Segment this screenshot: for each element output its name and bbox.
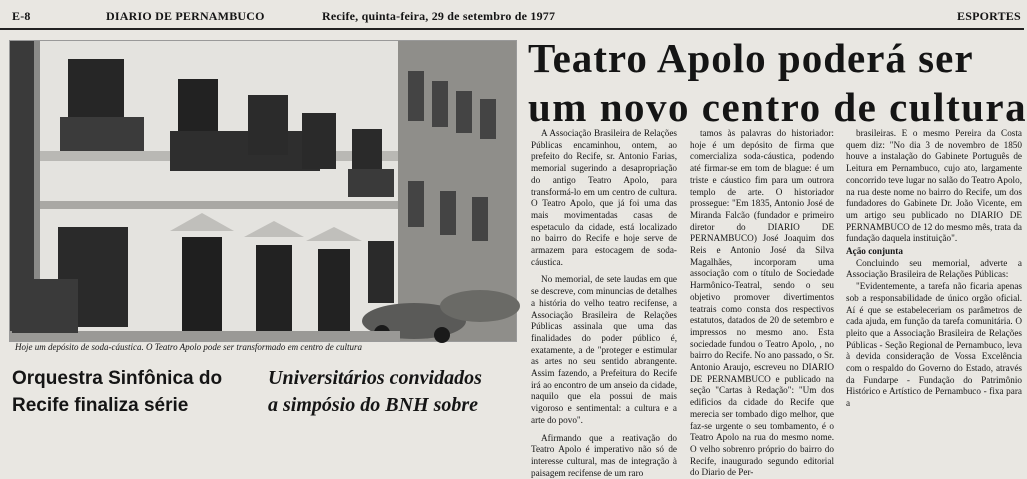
orchestra-headline-line-2: Recife finaliza série: [12, 395, 189, 416]
article-paragraph: A Associação Brasileira de Relações Públicas encaminhou, ontem, ao prefeito do Recife, sr. Antonio Farias, memorial sugerindo a desapropriação do antigo Teatro Apolo, para transformá-lo em um centro de cultura. O Teatro Apolo, que já foi uma das mais movimentadas casas de espetaculo da cidade, está localizado no bairro do Recife e hoje serve de armazem para estocagem de soda-cáustica.: [531, 128, 677, 267]
article-paragraph: Afirmando que a reativação do Teatro Apolo é imperativo não só de interesse cultural, mas de integração à paisagem recifense de um raro: [531, 432, 677, 478]
teatro-apolo-photo: [9, 40, 517, 342]
building-photo-image: [10, 41, 516, 341]
article-paragraph: "Evidentemente, a tarefa não ficaria apenas sob a responsabilidade de único orgão oficial. Aí é que se estabeleceriam os parâmetros de cada ajuda, em função da tarefa comunitária. O pleito que a Associação Brasileira de Relações Públicas - Seção Regional de Pernambuco, leva à devida consideração de Vossa Excelência com o respaldo do Governo do Estado, através da Fundarpe - Fundação do Patrimônio Histórico e Artístico de Pernambuco - fixa para a: [846, 281, 1022, 409]
section-name: ESPORTES: [957, 9, 1021, 23]
newspaper-name: DIARIO DE PERNAMBUCO: [106, 9, 265, 23]
article-column-3: [846, 128, 1022, 420]
headline-line-1: Teatro Apolo poderá ser: [528, 35, 974, 81]
page-header: [0, 0, 1024, 30]
main-headline: [528, 34, 1027, 132]
article-column-1: [531, 128, 677, 478]
article-paragraph: brasileiras. E o mesmo Pereira da Costa quem diz: "No dia 3 de novembro de 1850 houve a instalação do Gabinete Português de Leitura em Pernambuco, cujo ato, largamente concorrido teve lugar no salão do Teatro Apolo, na rua deste nome no bairro do Recife, um dos fundadores do Gabinete Dr. João Vicente, em um artigo seu publicado no DIARIO DE PERNAMBUCO de 12 do mesmo mês, trata da fundação daquela instituição".: [846, 128, 1022, 244]
article-column-2: [690, 128, 834, 478]
headline-line-2: um novo centro de cultura: [528, 84, 1027, 130]
article-paragraph: Concluindo seu memorial, adverte a Associação Brasileira de Relações Públicas:: [846, 257, 1022, 280]
article-paragraph: tamos às palavras do historiador: hoje é um depósito de firma que comercializa soda-cáustica, podendo até firmar-se em tom de blague: é um triste e cáustico fim para um outrora templo de arte. O historiador prossegue: "Em 1835, Antonio José de Miranda Falcão (fundador e primeiro diretor do DIARIO DE PERNAMBUCO) José Joaquim dos Reis e Antonio José da Silva Magalhães, incorporam uma associação com o título de Sociedade Harmônico-Teatral, sendo o seu objetivo promover divertimentos teatrais como consta dos respectivos estatutos, datados de 20 de setembro e impressos no mesmo ano. Esta sociedade fundou o Teatro Apolo, , no bairro do Recife. No ano passado, o Sr. Antonio Araujo, escreveu no DIARIO DE PERNAMBUCO e publicado na seção "Cartas à Redação": "Um dos edificios da cidade do Recife que merecia ser tombado digo melhor, que faz-se urgente o seu tombamento, é o Teatro Apolo na rua do mesmo nome. O velho sobrenro próprio do bairro do Recife, inaugurado segundo editorial do Diario de Per-: [690, 128, 834, 478]
article-subheading: Ação conjunta: [846, 246, 903, 257]
article-paragraph: No memorial, de sete laudas em que se descreve, com minuncias de detalhes a história do velho teatro recifense, a Associação Brasileira de Relações Públicas assinala que uma das finalidades do poder público é, exatamente, a de "proteger e estimular as artes no seu sentido abrangente. Assim fazendo, a Prefeitura do Recife irá ao encontro de um anseio da cidade, naquilo que ela possui de mais vigoroso e sentimental: a cultura e a arte do povo".: [531, 274, 677, 425]
photo-caption: Hoje um depósito de soda-cáustica. O Teatro Apolo pode ser transformado em centro de cultura: [15, 342, 363, 352]
university-headline-line-2: a simpósio do BNH sobre: [268, 394, 479, 416]
university-headline: [268, 365, 524, 419]
orchestra-headline-line-1: Orquestra Sinfônica do: [12, 368, 223, 389]
page-number: E-8: [12, 9, 31, 23]
orchestra-headline: [12, 365, 252, 419]
edition-date: Recife, quinta-feira, 29 de setembro de 1977: [322, 9, 556, 23]
university-headline-line-1: Universitários convidados: [268, 367, 482, 389]
